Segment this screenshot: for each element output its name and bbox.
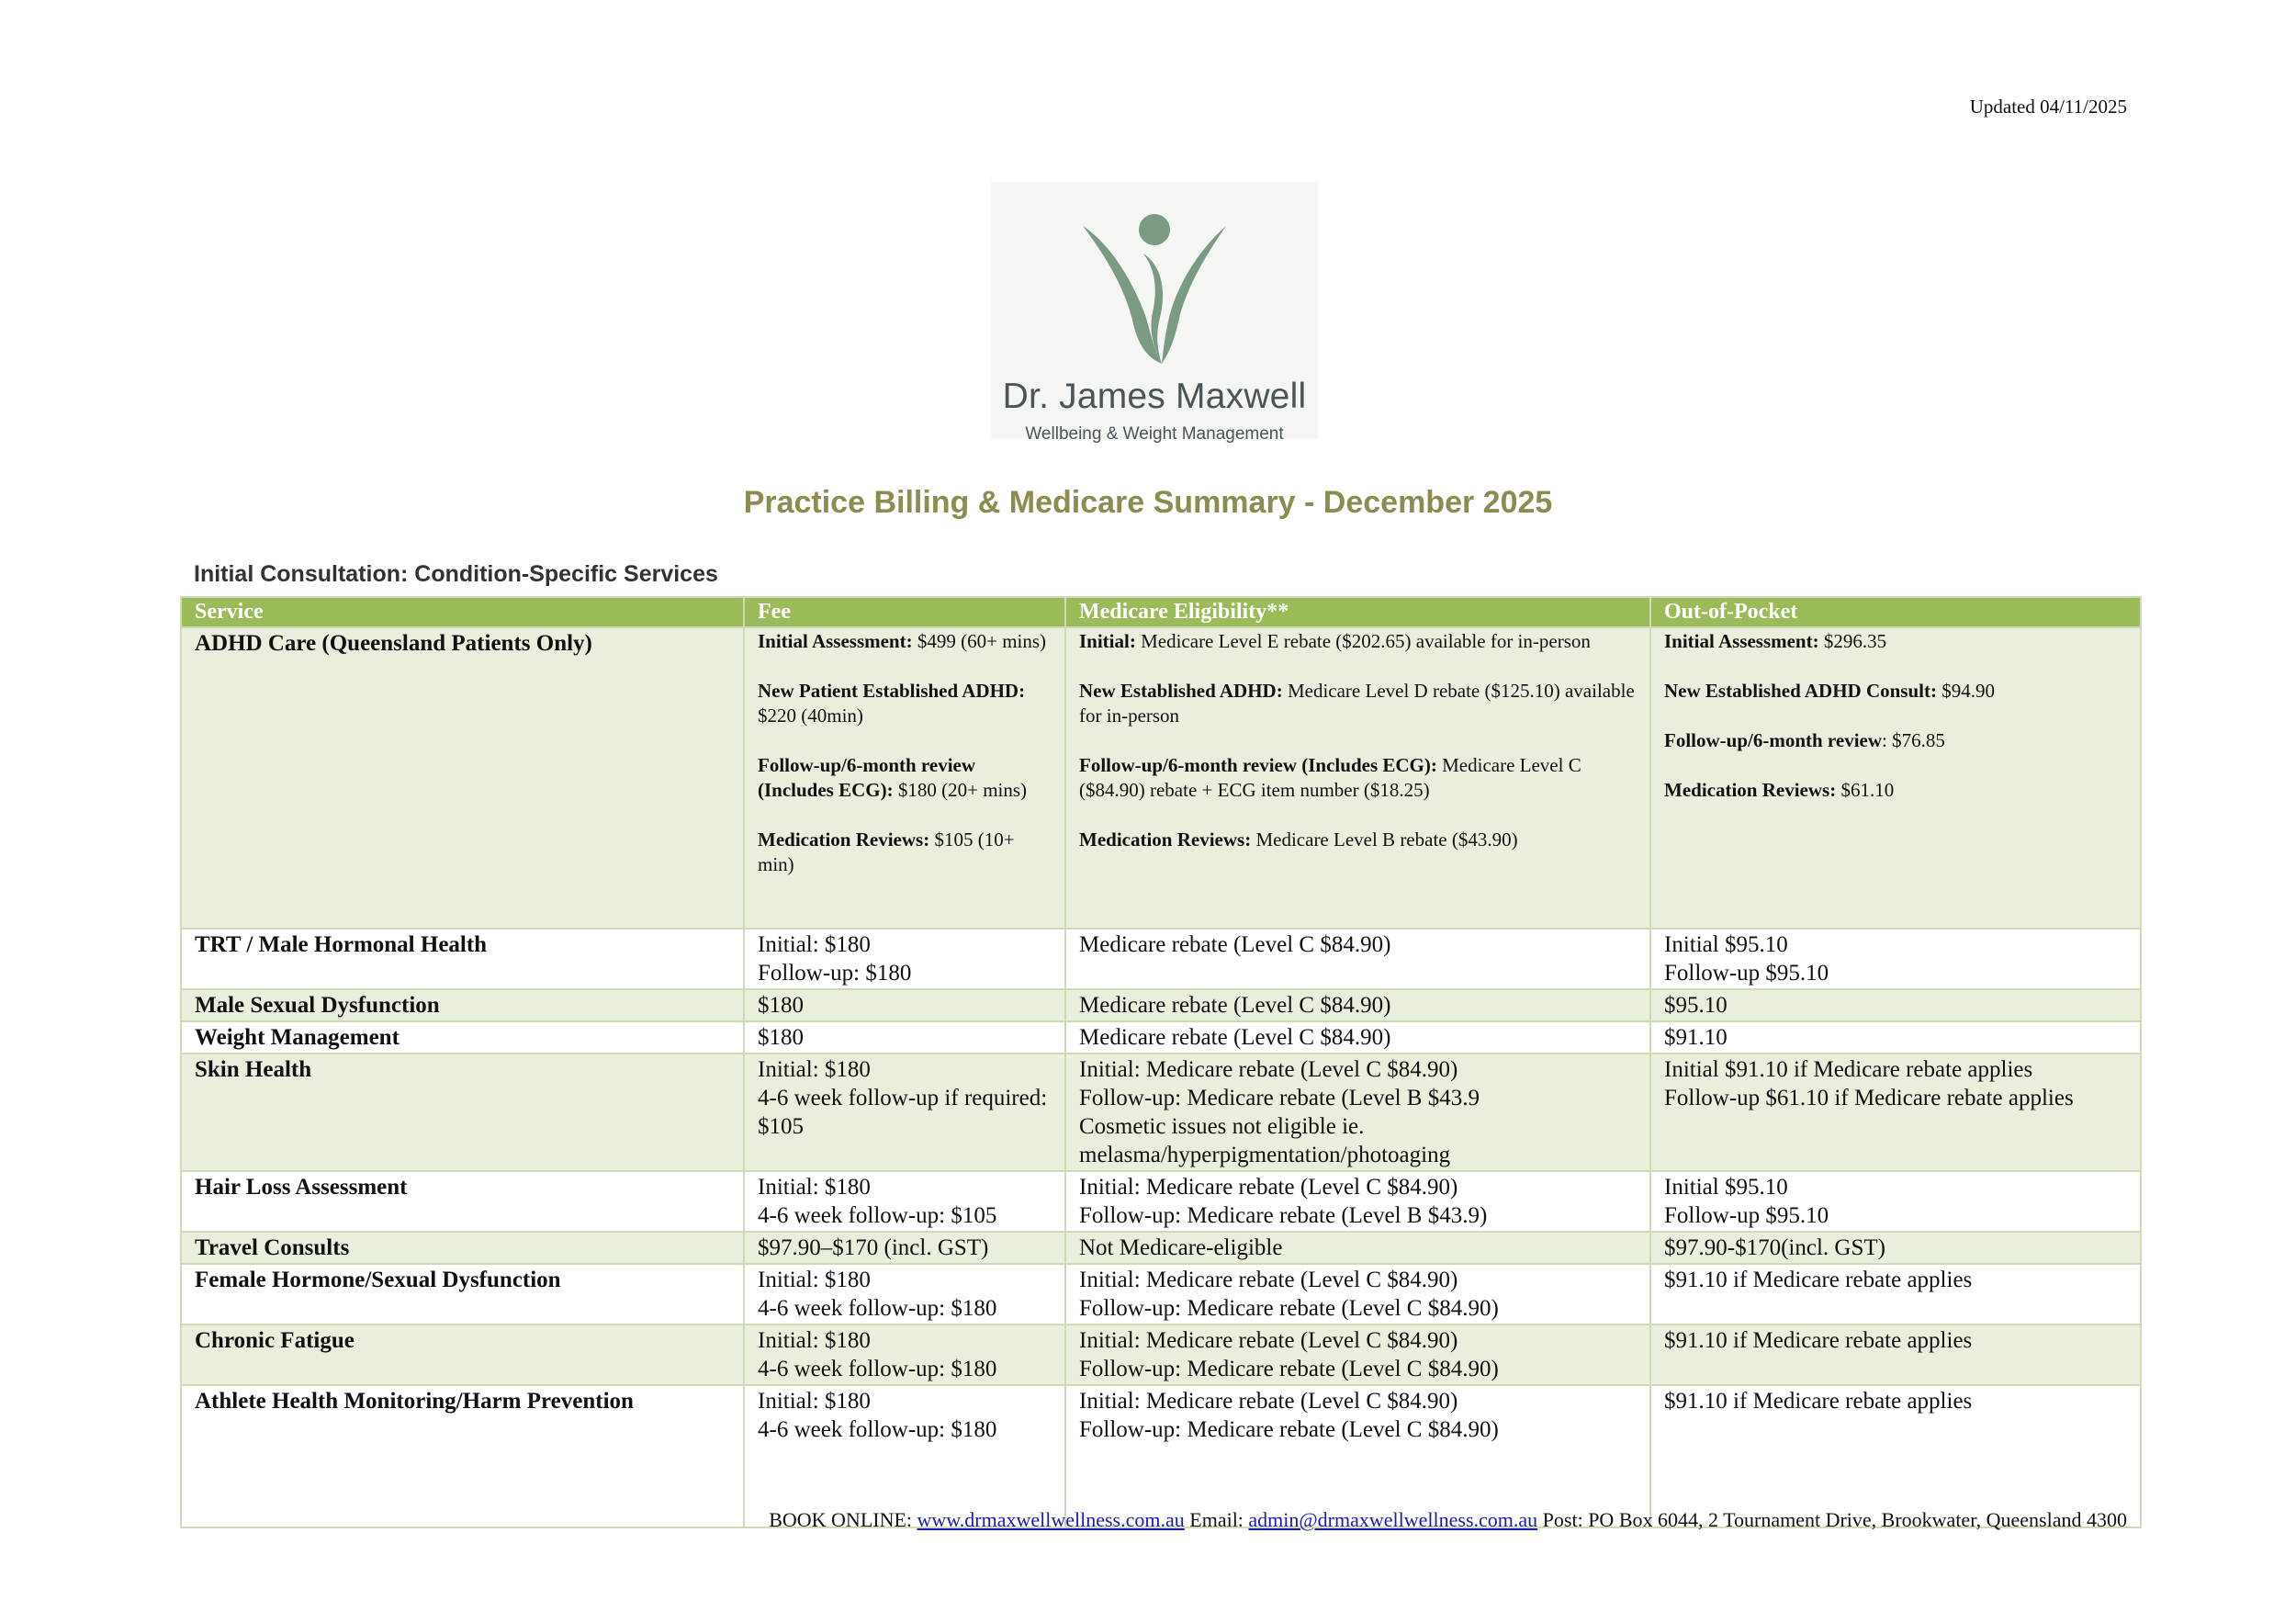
cell-line: 4-6 week follow-up: $180 [758,1296,997,1321]
fee-cell [744,1232,1065,1264]
cell-line: Follow-up: $180 [758,961,912,986]
out-of-pocket-cell [1650,1324,2141,1385]
fee-cell [744,989,1065,1021]
medicare-cell [1065,929,1650,989]
table-row [181,1021,2141,1054]
cell-line: Initial: $180 [758,1057,871,1082]
cell-line: $91.10 if Medicare rebate applies [1664,1328,1973,1353]
cell-line: Medicare rebate (Level C $84.90) [1079,993,1391,1018]
cell-line: Medicare rebate (Level C $84.90) [1079,932,1391,957]
service-cell: Hair Loss Assessment [181,1171,744,1232]
cell-line: Follow-up: Medicare rebate (Level B $43.9) [1079,1203,1488,1228]
cell-line: Initial: $180 [758,1389,871,1414]
table-row-adhd [181,627,2141,929]
medicare-cell [1065,1385,1650,1527]
medicare-cell [1065,989,1650,1021]
updated-date: Updated 04/11/2025 [1969,96,2127,118]
cell-line: Cosmetic issues not eligible ie. melasma/hyperpigmentation/photoaging [1079,1114,1451,1167]
fee-cell [744,1021,1065,1054]
table-row [181,1385,2141,1527]
medicare-cell [1065,1232,1650,1264]
section-title: Initial Consultation: Condition-Specific Services [194,561,718,587]
email-link[interactable]: admin@drmaxwellwellness.com.au [1248,1508,1538,1531]
out-of-pocket-cell [1650,1171,2141,1232]
header-fee: Fee [744,597,1065,627]
service-cell: Female Hormone/Sexual Dysfunction [181,1264,744,1324]
cell-line: $95.10 [1664,993,1728,1018]
cell-line: 4-6 week follow-up: $105 [758,1203,997,1228]
service-cell: Skin Health [181,1054,744,1171]
service-cell: Travel Consults [181,1232,744,1264]
medicare-cell [1065,1021,1650,1054]
postal-address: Post: PO Box 6044, 2 Tournament Drive, Brookwater, Queensland 4300 [1537,1508,2127,1531]
table-row [181,929,2141,989]
cell-line: Initial: $180 [758,1268,871,1292]
fee-cell [744,929,1065,989]
service-cell: Chronic Fatigue [181,1324,744,1385]
cell-line: Initial: $180 [758,1175,871,1200]
medicare-cell [1065,1171,1650,1232]
cell-line: Initial: Medicare rebate (Level C $84.90) [1079,1175,1458,1200]
cell-line: 4-6 week follow-up: $180 [758,1417,997,1442]
service-cell: TRT / Male Hormonal Health [181,929,744,989]
service-cell: Weight Management [181,1021,744,1054]
cell-line: Follow-up: Medicare rebate (Level C $84.90) [1079,1417,1499,1442]
table-row [181,989,2141,1021]
cell-line: Initial: $180 [758,932,871,957]
fee-cell [744,1171,1065,1232]
page-title: Practice Billing & Medicare Summary - December 2025 [743,485,1553,520]
book-online-label: BOOK ONLINE: [769,1508,917,1531]
cell-line: Initial $91.10 if Medicare rebate applies [1664,1057,2033,1082]
out-of-pocket-cell: Initial Assessment: $296.35 New Established ADHD Consult: $94.90 Follow-up/6-month review: $76.85 Medication Reviews: $61.10 [1650,627,2141,929]
cell-line: Initial: $180 [758,1328,871,1353]
table-header-row [181,597,2141,627]
header-service: Service [181,597,744,627]
person-figure-icon [1079,209,1230,366]
fee-cell [744,1054,1065,1171]
header-out-of-pocket: Out-of-Pocket [1650,597,2141,627]
table-row [181,1264,2141,1324]
cell-line: $91.10 [1664,1025,1728,1050]
cell-line: $97.90-$170(incl. GST) [1664,1235,1885,1260]
out-of-pocket-cell [1650,1021,2141,1054]
table-row [181,1054,2141,1171]
cell-line: Initial: Medicare rebate (Level C $84.90) [1079,1328,1458,1353]
medicare-cell [1065,1264,1650,1324]
cell-line: Follow-up $95.10 [1664,961,1829,986]
out-of-pocket-cell [1650,989,2141,1021]
cell-line: Follow-up: Medicare rebate (Level C $84.90) [1079,1357,1499,1381]
cell-line: 4-6 week follow-up: $180 [758,1357,997,1381]
out-of-pocket-cell [1650,929,2141,989]
cell-line: Follow-up: Medicare rebate (Level B $43.9 [1079,1086,1480,1110]
cell-line: Initial $95.10 [1664,1175,1788,1200]
cell-line: 4-6 week follow-up if required: $105 [758,1086,1048,1139]
table-row [181,1171,2141,1232]
cell-line: Initial: Medicare rebate (Level C $84.90) [1079,1057,1458,1082]
cell-line: $180 [758,1025,804,1050]
cell-line: Not Medicare-eligible [1079,1235,1283,1260]
practice-logo [991,182,1318,444]
header-medicare: Medicare Eligibility** [1065,597,1650,627]
fee-cell [744,1385,1065,1527]
cell-line: $97.90–$170 (incl. GST) [758,1235,989,1260]
cell-line: $180 [758,993,804,1018]
fee-cell [744,1324,1065,1385]
cell-line: Initial: Medicare rebate (Level C $84.90) [1079,1389,1458,1414]
out-of-pocket-cell [1650,1054,2141,1171]
cell-line: Medicare rebate (Level C $84.90) [1079,1025,1391,1050]
billing-table [180,596,2142,1528]
out-of-pocket-cell [1650,1232,2141,1264]
email-label: Email: [1184,1508,1249,1531]
medicare-cell: Initial: Medicare Level E rebate ($202.65) available for in-person New Established ADHD: Medicare Level D rebate ($125.10) available for in-person Follow-up/6-month review (Includes ECG): Medicare Level C ($84.90) rebate + ECG item number ($18.25) Medication Reviews: Medicare Level B rebate ($43.90) [1065,627,1650,929]
cell-line: $91.10 if Medicare rebate applies [1664,1268,1973,1292]
table-row [181,1324,2141,1385]
website-link[interactable]: www.drmaxwellwellness.com.au [917,1508,1185,1531]
logo-tagline: Wellbeing & Weight Management [1025,424,1284,444]
fee-cell [744,1264,1065,1324]
medicare-cell [1065,1324,1650,1385]
cell-line: Initial $95.10 [1664,932,1788,957]
cell-line: Initial: Medicare rebate (Level C $84.90) [1079,1268,1458,1292]
cell-line: Follow-up $61.10 if Medicare rebate applies [1664,1086,2074,1110]
service-cell: Male Sexual Dysfunction [181,989,744,1021]
out-of-pocket-cell [1650,1385,2141,1527]
service-cell: ADHD Care (Queensland Patients Only) [181,627,744,929]
service-cell: Athlete Health Monitoring/Harm Prevention [181,1385,744,1527]
table-row [181,1232,2141,1264]
cell-line: Follow-up $95.10 [1664,1203,1829,1228]
cell-line: $91.10 if Medicare rebate applies [1664,1389,1973,1414]
out-of-pocket-cell [1650,1264,2141,1324]
logo-name: Dr. James Maxwell [1002,377,1307,416]
medicare-cell [1065,1054,1650,1171]
footer-contact [769,1508,2127,1532]
cell-line: Follow-up: Medicare rebate (Level C $84.90) [1079,1296,1499,1321]
fee-cell: Initial Assessment: $499 (60+ mins) New Patient Established ADHD: $220 (40min) Follow-up/6-month review (Includes ECG): $180 (20+ mins) Medication Reviews: $105 (10+ min) [744,627,1065,929]
